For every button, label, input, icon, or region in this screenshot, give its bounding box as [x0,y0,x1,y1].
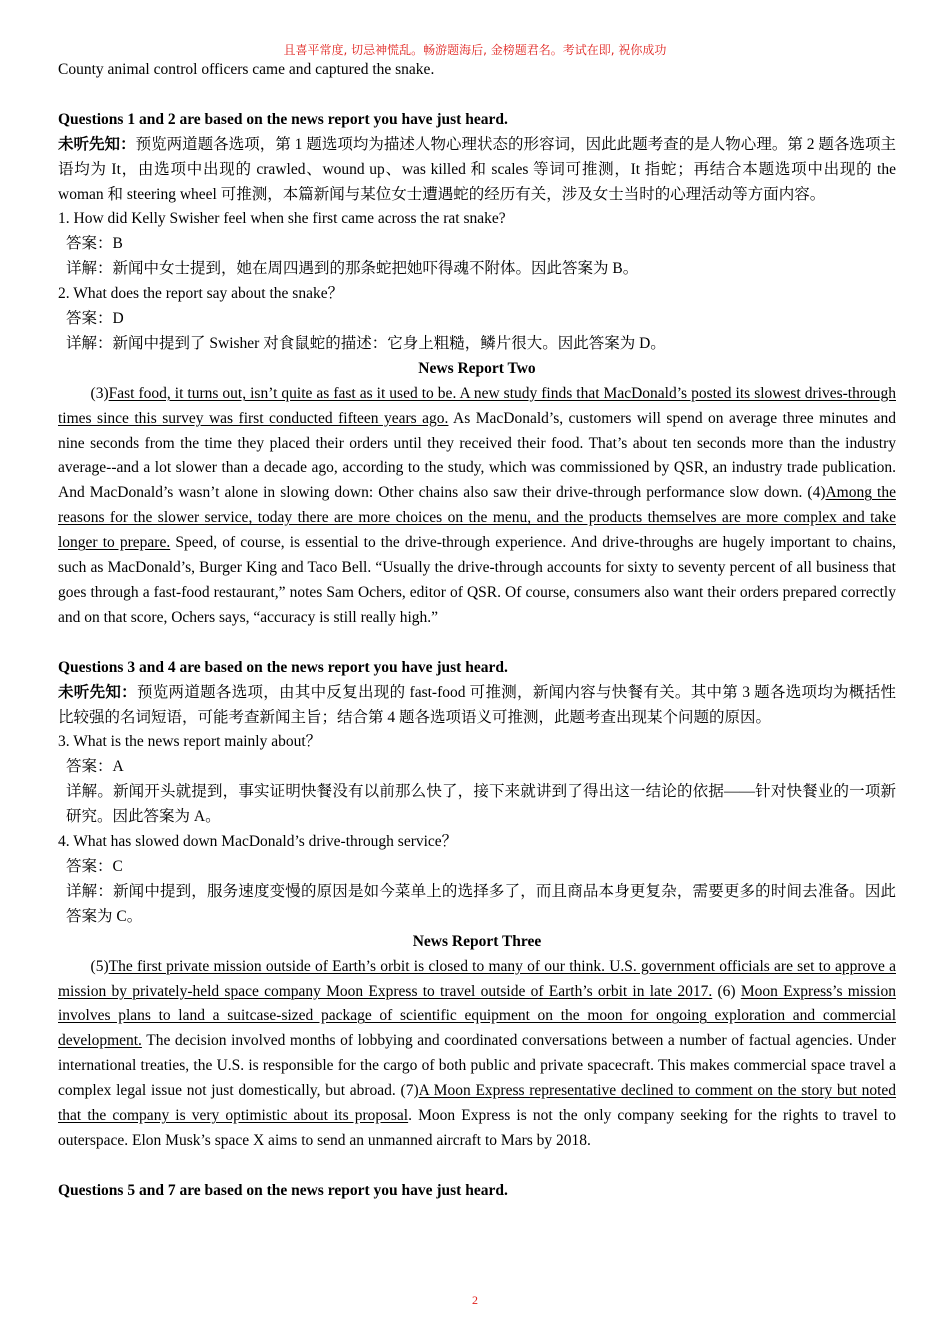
q34-preview-text: 预览两道题各选项，由其中反复出现的 fast-food 可推测，新闻内容与快餐有关。其中第 3 题各选项均为概括性比较强的名词短语，可能考查新闻主旨；结合第 4 题各选项语义可推测，此题考查出现某个问题的原因。 [58,683,896,726]
q34-heading: Questions 3 and 4 are based on the news report you have just heard. [58,658,508,676]
spacer [58,1154,896,1179]
answer-1: 答案：B [66,235,123,253]
q34-preview-label: 未听先知： [58,683,137,701]
marker-6: (6) [712,982,741,1000]
q12-heading: Questions 1 and 2 are based on the news report you have just heard. [58,110,508,128]
marker-3: (3) [90,384,109,402]
report2-body [58,382,896,631]
page-content [58,58,896,1204]
q12-preview [58,133,896,208]
underlined-4: Among the reasons for the slower service, today there are more choices on the menu, and the products themselves are more complex and take longer to prepare. [58,484,896,552]
underlined-5: The first private mission outside of Earth’s orbit is closed to many of our think. U.S. government officials are set to approve a mission by privately-held space company Moon Express to travel outside of Earth’s orbit in late 2017. [58,957,896,1000]
marker-4: (4) [807,484,826,502]
report1-tail: County animal control officers came and captured the snake. [58,61,435,78]
report3-body [58,955,896,1154]
report2-text-1: As MacDonald’s, customers will spend on average three minutes and nine seconds from the time they placed their orders until they received their food. That’s about ten seconds more than the industry average--and a lot slower than a decade ago, according to the study, which was commissioned by QSR, an industry trade publication. And MacDonald’s wasn’t alone in slowing down: Other chains also saw their drive-through performance slow down. [58,409,896,502]
answer-4: 答案：C [66,857,123,875]
page-number: 2 [472,1293,478,1307]
question-3: 3. What is the news report mainly about？ [58,733,322,751]
report3-text-2: . Moon Express is not the only company seeking for the rights to travel to outerspace. Elon Musk’s space X aims to send an unmanned aircraft to Mars by 2018. [58,1107,896,1149]
answer-3: 答案：A [66,758,124,776]
report3-title: News Report Three [412,932,542,950]
marker-5: (5) [90,957,109,975]
report2-title: News Report Two [418,359,536,377]
detail-1: 详解：新闻中女士提到，她在周四遇到的那条蛇把她吓得魂不附体。因此答案为 B。 [66,260,639,278]
question-1: 1. How did Kelly Swisher feel when she first came across the rat snake? [58,210,506,228]
question-2: 2. What does the report say about the snake？ [58,285,344,303]
q12-preview-label: 未听先知： [58,135,136,153]
detail-3: 详解。新闻开头就提到，事实证明快餐没有以前那么快了，接下来就讲到了得出这一结论的依据——针对快餐业的一项新研究。因此答案为 A。 [66,783,896,826]
header-note: 且喜平常度, 切忌神慌乱。畅游题海后, 金榜题君名。考试在即, 祝你成功 [283,43,667,57]
underlined-7: A Moon Express representative declined to comment on the story but noted that the company is very optimistic about its proposal [58,1082,897,1125]
q12-preview-text: 预览两道题各选项，第 1 题选项均为描述人物心理状态的形容词，因此此题考查的是人物心理。第 2 题各选项主语均为 It，由选项中出现的 crawled、wound up、was killed 和 scales 等词可推测，It 指蛇；再结合本题选项中出现的 the woman 和 steering wheel 可推测，本篇新闻与某位女士遭遇蛇的经历有关，涉及女士当时的心理活动等方面内容。 [58,135,896,203]
question-4: 4. What has slowed down MacDonald’s drive-through service？ [58,833,458,851]
detail-4: 详解：新闻中提到，服务速度变慢的原因是如今菜单上的选择多了，而且商品本身更复杂，需要更多的时间去准备。因此答案为 C。 [66,882,896,925]
q34-preview [58,681,896,731]
underlined-3: Fast food, it turns out, isn’t quite as fast as it used to be. A new study finds that MacDonald’s posted its slowest drives-through times since this survey was first conducted fifteen years ago. [58,384,896,427]
underlined-6: Moon Express’s mission involves plans to land a suitcase-sized package of scientific equipment on the moon for ongoing exploration and commercial development. [58,982,896,1050]
detail-2: 详解：新闻中提到了 Swisher 对食鼠蛇的描述：它身上粗糙，鳞片很大。因此答案为 D。 [66,334,666,352]
answer-2: 答案：D [66,310,124,328]
marker-7: (7) [400,1082,419,1100]
spacer [58,83,896,108]
spacer [58,631,896,656]
q57-heading: Questions 5 and 7 are based on the news report you have just heard. [58,1181,508,1199]
report3-text-1: The decision involved months of lobbying and coordinated conversations between a number of factual agencies. Under international treaties, the U.S. is responsible for the cargo of both public and private spacecraft. This makes commercial space travel a complex legal issue not just domestically, but abroad. [58,1032,896,1100]
report2-text-2: Speed, of course, is essential to the drive-through experience. And drive-throughs are hugely important to chains, such as MacDonald’s, Burger King and Taco Bell. “Usually the drive-through accounts for sixty to seventy percent of all business that goes through a fast-food restaurant,” notes Sam Ochers, editor of QSR. Of course, consumers also want their orders prepared correctly and on that score, Ochers says, “accuracy is still really high.” [58,534,896,626]
